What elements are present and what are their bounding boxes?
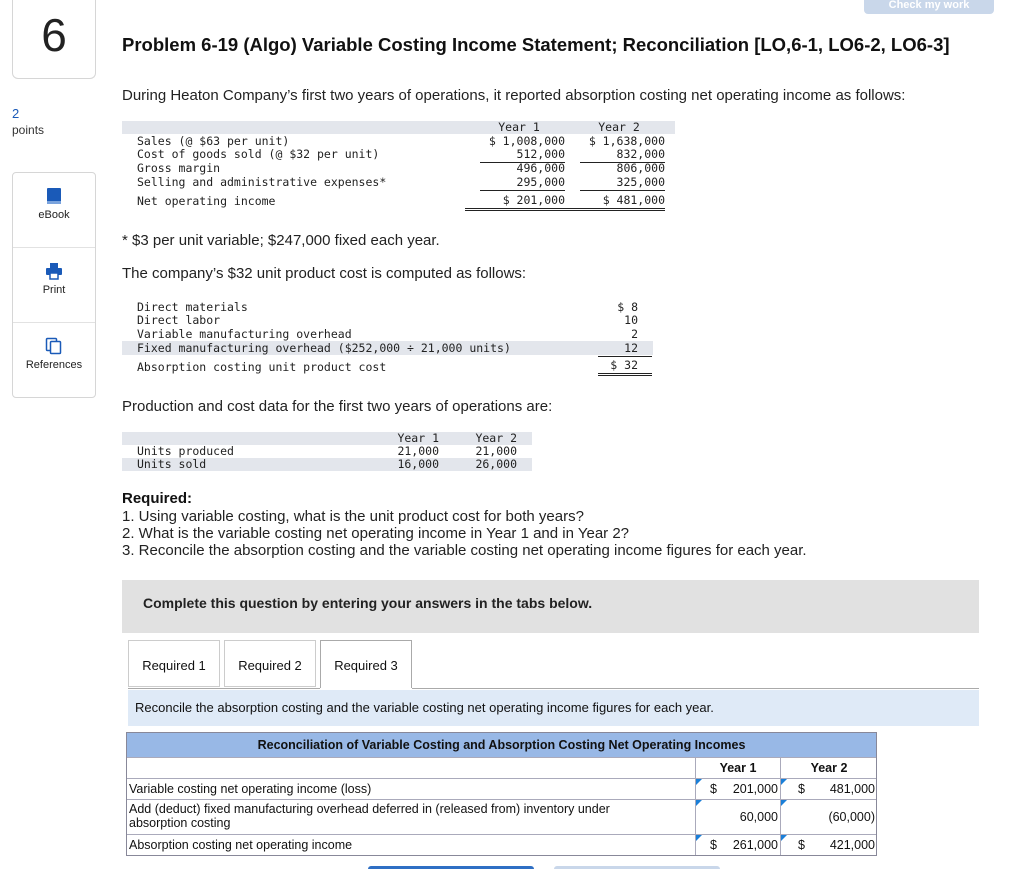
answer-marker-icon [696, 800, 702, 806]
rec-row [127, 778, 876, 799]
rec-input-y2[interactable] [780, 779, 877, 799]
required-item: 3. Reconcile the absorption costing and the variable costing net operating income figures for each year. [122, 542, 807, 559]
points-indicator [12, 106, 44, 138]
tab-required-1[interactable]: Required 1 [128, 640, 220, 687]
income-label-cogs: Cost of goods sold (@ $32 per unit) [137, 147, 380, 161]
tab-prompt-bar [128, 690, 979, 726]
income-sga-y2: 325,000 [580, 176, 665, 191]
income-label-sales: Sales (@ $63 per unit) [137, 134, 290, 148]
reconciliation-col-headers [127, 757, 876, 778]
rec-row [127, 834, 876, 855]
rec-value: (60,000) [828, 810, 875, 824]
rec-value: 261,000 [732, 838, 778, 852]
rec-row-label: Absorption costing net operating income [129, 838, 353, 852]
currency-symbol: $ [710, 782, 717, 796]
answer-tabs [128, 640, 979, 689]
required-heading: Required: [122, 490, 193, 507]
income-gm-y1: 496,000 [516, 161, 565, 175]
answer-marker-icon [696, 779, 702, 785]
production-header-year1: Year 1 [397, 431, 439, 445]
income-noi-y1: $ 201,000 [465, 194, 565, 211]
production-y2: 26,000 [475, 457, 517, 471]
reconciliation-title: Reconciliation of Variable Costing and Absorption Costing Net Operating Incomes [127, 733, 876, 757]
rec-row-label: Add (deduct) fixed manufacturing overhead deferred in (released from) inventory under absorption costing [129, 802, 610, 830]
required-item: 2. What is the variable costing net operating income in Year 1 and in Year 2? [122, 525, 630, 542]
currency-symbol: $ [710, 838, 717, 852]
rec-input-y1[interactable] [695, 800, 780, 834]
income-label-sga: Selling and administrative expenses* [137, 175, 387, 189]
sidebar-tools [12, 172, 96, 398]
income-cogs-y2: 832,000 [580, 148, 665, 163]
rec-input-y1[interactable] [695, 835, 780, 855]
rec-value: 481,000 [829, 782, 875, 796]
currency-symbol: $ [798, 838, 805, 852]
sidebar-item-ebook[interactable] [13, 187, 95, 248]
required-item: 1. Using variable costing, what is the unit product cost for both years? [122, 508, 584, 525]
unit-cost-label: Absorption costing unit product cost [137, 360, 387, 374]
unit-cost-label: Fixed manufacturing overhead ($252,000 ÷ 21,000 units) [137, 341, 511, 355]
production-y1: 16,000 [397, 457, 439, 471]
unit-cost-value: $ 8 [617, 300, 638, 314]
tab-prompt-text: Reconcile the absorption costing and the variable costing net operating income figures for each year. [135, 700, 714, 715]
production-y2: 21,000 [475, 444, 517, 458]
production-y1: 21,000 [397, 444, 439, 458]
points-label: points [12, 123, 45, 137]
rec-row [127, 799, 876, 834]
unit-cost-value: 12 [624, 341, 638, 355]
production-header-year2: Year 2 [475, 431, 517, 445]
currency-symbol: $ [798, 782, 805, 796]
rec-input-y2[interactable] [780, 835, 877, 855]
sidebar-item-label: eBook [38, 209, 70, 221]
answer-marker-icon [781, 800, 787, 806]
problem-title: Problem 6-19 (Algo) Variable Costing Income Statement; Reconciliation [LO,6-1, LO6-2, LO6-3] [122, 34, 950, 55]
sidebar-item-references[interactable] [13, 337, 95, 397]
unit-cost-value: 10 [624, 313, 638, 327]
references-icon [45, 337, 63, 355]
tab-required-2[interactable]: Required 2 [224, 640, 316, 687]
unit-cost-value: 2 [631, 327, 638, 341]
points-value: 2 [12, 106, 20, 121]
tab-required-3[interactable]: Required 3 [320, 640, 412, 689]
answer-marker-icon [781, 779, 787, 785]
tab-divider [128, 688, 979, 689]
rec-value: 201,000 [732, 782, 778, 796]
rec-input-y2[interactable] [780, 800, 877, 834]
unit-cost-subtotal-rule [598, 356, 652, 357]
income-label-noi: Net operating income [137, 194, 276, 208]
production-label: Units produced [137, 444, 234, 458]
production-label: Units sold [137, 457, 207, 471]
income-header-year1: Year 1 [498, 120, 540, 134]
income-header-year2: Year 2 [598, 120, 640, 134]
reconciliation-table [126, 732, 877, 856]
intro-text: During Heaton Company’s first two years of operations, it reported absorption costing net operating income as follows: [122, 87, 906, 104]
sidebar-item-label: References [25, 359, 83, 371]
income-label-gross-margin: Gross margin [137, 161, 221, 175]
sidebar-item-label: Print [42, 284, 66, 296]
answer-marker-icon [696, 835, 702, 841]
rec-value: 421,000 [829, 838, 875, 852]
income-sga-y1: 295,000 [480, 176, 565, 191]
income-sales-y2: $ 1,638,000 [588, 134, 665, 148]
unit-cost-label: Direct materials [137, 300, 248, 314]
income-noi-y2: $ 481,000 [565, 194, 665, 211]
rec-header-year2: Year 2 [780, 758, 877, 778]
instruction-text: Complete this question by entering your answers in the tabs below. [143, 595, 593, 611]
rec-value: 60,000 [739, 810, 778, 824]
unit-cost-label: Direct labor [137, 313, 221, 327]
question-number: 6 [12, 0, 96, 79]
unit-cost-intro: The company’s $32 unit product cost is computed as follows: [122, 265, 527, 282]
answer-marker-icon [781, 835, 787, 841]
printer-icon [45, 262, 63, 280]
unit-cost-value: $ 32 [610, 358, 638, 372]
rec-row-label: Variable costing net operating income (loss) [129, 782, 372, 796]
sidebar-item-print[interactable] [13, 262, 95, 323]
production-intro: Production and cost data for the first two years of operations are: [122, 398, 553, 415]
income-gm-y2: 806,000 [616, 161, 665, 175]
check-my-work-button[interactable]: Check my work [864, 0, 994, 14]
rec-header-year1: Year 1 [695, 758, 780, 778]
instruction-bar [122, 580, 979, 633]
book-icon [45, 187, 63, 205]
income-cogs-y1: 512,000 [480, 148, 565, 163]
rec-input-y1[interactable] [695, 779, 780, 799]
footnote: * $3 per unit variable; $247,000 fixed each year. [122, 232, 440, 249]
unit-cost-label: Variable manufacturing overhead [137, 327, 352, 341]
unit-cost-total-rule [598, 373, 652, 376]
income-sales-y1: $ 1,008,000 [488, 134, 565, 148]
